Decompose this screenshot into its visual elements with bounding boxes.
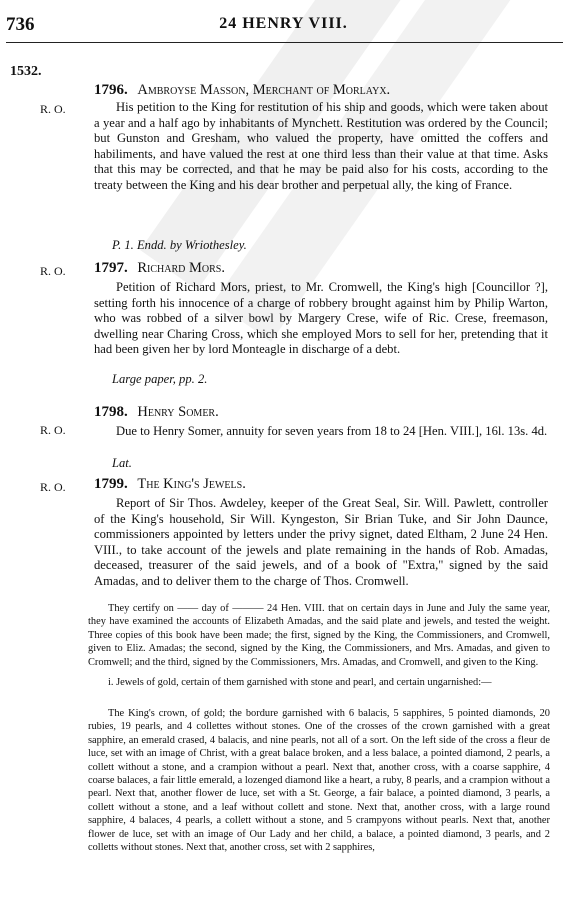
running-title: 24 HENRY VIII. [219, 15, 348, 32]
entry-title: Ambroyse Masson, Merchant of Morlayx. [137, 82, 391, 98]
entry-heading [94, 476, 246, 493]
entry-number: 1796. [94, 82, 128, 98]
source-marker: R. O. [40, 102, 66, 116]
source-marker: R. O. [40, 264, 66, 278]
jewels-heading-paragraph: i. Jewels of gold, certain of them garnished with stone and pearl, and certain ungarnished:— [108, 677, 492, 688]
entry-number: 1798. [94, 404, 128, 420]
page-number: 736 [6, 14, 35, 35]
entry-title: Richard Mors. [137, 260, 225, 276]
entry-title: Henry Somer. [137, 404, 219, 420]
entry-note: Large paper, pp. 2. [112, 372, 208, 386]
entry-body: His petition to the King for restitution of his ship and goods, which were taken about a year and a half ago by inhabitants of Mynchett. Restitution was ordered by the Council; but Gunston and Gresham, who valued the property, have omitted the coffers and habiliments, and have valued the rest at one third less than their value at that time. Asks that this may be corrected, and that he may be paid also for his costs, according to the treaty between the King and his dear brother and perpetual ally, the king of France. [94, 100, 548, 192]
entry-heading [94, 82, 390, 99]
entry-body: Report of Sir Thos. Awdeley, keeper of the Great Seal, Sir. Will. Pawlett, controller of the King's household, Sir Will. Kyngeston, Sir Brian Tuke, and Sir John Daunce, commissioners appointed by letters under the privy signet, dated Eltham, 2 June 24 Hen. VIII., to take account of the jewels and plate remaining in the hands of Rob. Amadas, deceased, treasurer of the said jewels, and of a book of "Extra," signed by the said Amadas, and to deliver them to the charge of Thos. Cromwell. [94, 496, 548, 588]
entry-note: P. 1. Endd. by Wriothesley. [112, 238, 247, 252]
entry-note: Lat. [112, 456, 132, 470]
running-header [0, 14, 567, 36]
crown-description-paragraph: The King's crown, of gold; the bordure garnished with 6 balacis, 5 sapphires, 5 pointed diamonds, 20 rubies, 19 pearls, and 4 collettes without stones. One of the crosses of the crown garnished with a great sapphire, an emerald crased, 4 balacis, and nine pearls, not all of a sort. On the left side of the cross a fleur de luce, set with an image of Christ, with a great balace broken, and a less balace, a pointed diamond, 2 pearls, a collett without a stone, and a crampion without a pearl. Next that, another cross, with a coarse sapphire, 4 coarse balaces, a fair little emerald, a lozenged diamond like a heart, a ruby, 8 pearls, and a crampion without a pearl. Next that, another flower de luce, set with a St. George, a fair balace, a pointed diamond, 3 pearls, a collett without a stone, and a leaf without collett and stone. Next that, another cross, with a large round sapphire, 4 balaces, 4 pearls, a collett without a stone, and 5 crampyons without pearls. Next that, another flower de luce, set with an image of Our Lady and her child, a balace, a pointed diamond, 3 pearls, and 2 colletts without stones. Next that, another cross, set with 2 sapphires, [88, 708, 550, 854]
entry-body: Petition of Richard Mors, priest, to Mr. Cromwell, the King's high [Councillor ?], setting forth his innocence of a charge of robbery brought against him by Philip Warton, who was robbed of a silver bowl by Margery Crese, wife of Ric. Crese, freemason, dwelling near Charing Cross, which she employed Mors to sell for her, pretending that it had been given her by lord Monteagle in discharge of a debt. [94, 280, 548, 356]
entry-body: Due to Henry Somer, annuity for seven years from 18 to 24 [Hen. VIII.], 16l. 13s. 4d. [116, 424, 548, 438]
year-label: 1532. [10, 64, 42, 79]
entry-number: 1799. [94, 476, 128, 492]
source-marker: R. O. [40, 423, 66, 437]
entry-heading [94, 260, 225, 277]
entry-title: The King's Jewels. [137, 476, 246, 492]
entry-number: 1797. [94, 260, 128, 276]
source-marker: R. O. [40, 480, 66, 494]
header-rule [6, 42, 563, 43]
entry-heading [94, 404, 219, 421]
certification-paragraph: They certify on —— day of ——— 24 Hen. VIII. that on certain days in June and July the same year, they have examined the accounts of Elizabeth Amadas, and the said plate and jewels, and tested the weight. Three copies of this book have been made; the first, signed by the King, the Commissioners, and Cromwell, given to Eliz. Amadas; the second, signed by the King, the Commissioners, and Mrs. Amadas, and given to Cromwell; and the third, signed by the Commissioners, Mrs. Amadas, and Cromwell, and given to the King. [88, 603, 550, 668]
